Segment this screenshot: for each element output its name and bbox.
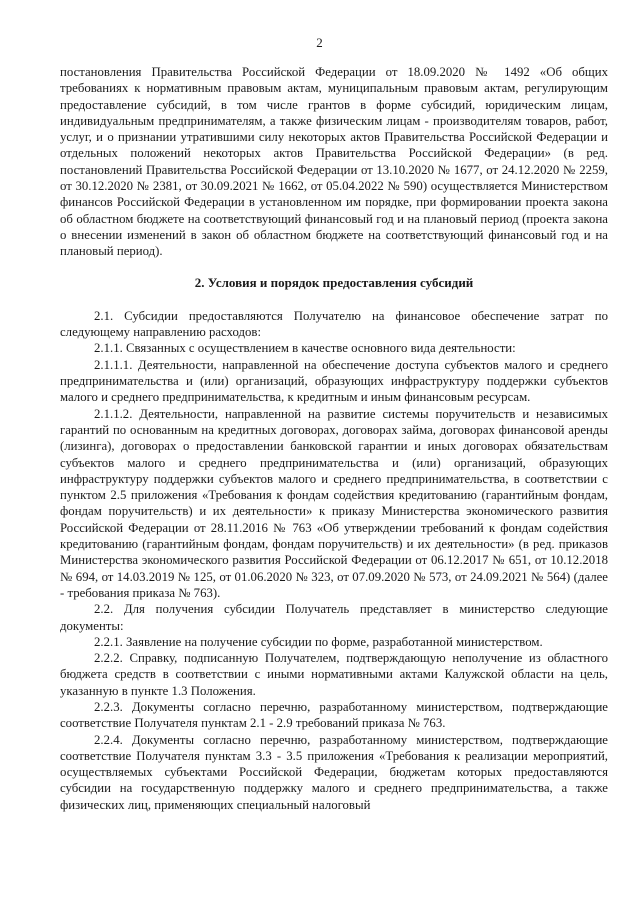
document-body — [60, 64, 608, 813]
paragraph-2-1-1: 2.1.1. Связанных с осуществлением в качестве основного вида деятельности: — [94, 341, 516, 356]
paragraph-2-2-2: 2.2.2. Справку, подписанную Получателем, подтверждающую неполучение из областного бюджета средств в соответствии с иными нормативными актами Калужской области на цель, указанную в пункте 1.3 Положения. — [60, 651, 608, 698]
section-heading: 2. Условия и порядок предоставления субсидий — [194, 274, 474, 290]
paragraph-2-1-1-1: 2.1.1.1. Деятельности, направленной на обеспечение доступа субъектов малого и среднего предпринимательства и (или) организаций, образующих инфраструктуру поддержки субъектов малого и среднего предпринимательства, к кредитным и иным финансовым ресурсам. — [60, 357, 608, 405]
paragraph-2-1-1-2: 2.1.1.2. Деятельности, направленной на развитие системы поручительств и независимых гарантий по основанным на кредитных договорах, договорах займа, договорах финансовой аренды (лизинга), договорах о предоставлении банковской гарантии и иных договорах обязательствам субъектов малого и среднего предпринимательства и (или) организаций, образующих инфраструктуру поддержки субъектов малого и среднего предпринимательства, в соответствии с пунктом 2.5 приложения «Требования к фондам содействия кредитованию (гарантийным фондам, фондам поручительств) и их деятельности» к приказу Министерства экономического развития Российской Федерации от 28.11.2016 № 763 «Об утверждении требований к фондам содействия кредитованию (гарантийным фондам, фондам поручительств) и их деятельности» (в ред. приказов Министерства экономического развития Российской Федерации от 06.12.2017 № 651, от 10.12.2018 № 694, от 14.03.2019 № 125, от 01.06.2020 № 323, от 07.09.2020 № 573, от 24.09.2021 № 564) (далее - требования приказа № 763). — [60, 406, 608, 600]
page-number: 2 — [316, 35, 323, 50]
paragraph-2-2-4: 2.2.4. Документы согласно перечню, разработанному министерством, подтверждающие соответствие Получателя пунктам 3.3 - 3.5 приложения «Требования к реализации мероприятий, осуществляемых субъектами Российской Федерации, бюджетам которых предоставляются субсидии на государственную поддержку малого и среднего предпринимательства, а также физических лиц, применяющих специальный налоговый — [60, 732, 608, 812]
paragraph-2-2-1: 2.2.1. Заявление на получение субсидии по форме, разработанной министерством. — [94, 634, 543, 649]
intro-paragraph: постановления Правительства Российской Федерации от 18.09.2020 № 1492 «Об общих требованиях к нормативным правовым актам, муниципальным правовым актам, регулирующим предоставление субсидий, в том числе грантов в форме субсидий, юридическим лицам, индивидуальным предпринимателям, а также физическим лицам - производителям товаров, работ, услуг, и о признании утратившими силу некоторых актов Правительства Российской Федерации и отдельных положений некоторых актов Правительства Российской Федерации» (в ред. постановлений Правительства Российской Федерации от 13.10.2020 № 1677, от 24.12.2020 № 2259, от 30.12.2020 № 2381, от 30.09.2021 № 1662, от 05.04.2022 № 590) осуществляется Министерством финансов Российской Федерации в установленном им порядке, при формировании проекта закона об областном бюджете на соответствующий финансовый год и на плановый период (проекта закона о внесении изменений в закон об областном бюджете на соответствующий финансовый год и на плановый период). — [60, 65, 608, 259]
paragraph-2-1: 2.1. Субсидии предоставляются Получателю на финансовое обеспечение затрат по следующему направлению расходов: — [60, 308, 608, 340]
paragraph-2-2: 2.2. Для получения субсидии Получатель представляет в министерство следующие документы: — [60, 602, 608, 633]
paragraph-2-2-3: 2.2.3. Документы согласно перечню, разработанному министерством, подтверждающие соответствие Получателя пунктам 2.1 - 2.9 требований приказа № 763. — [60, 699, 608, 731]
